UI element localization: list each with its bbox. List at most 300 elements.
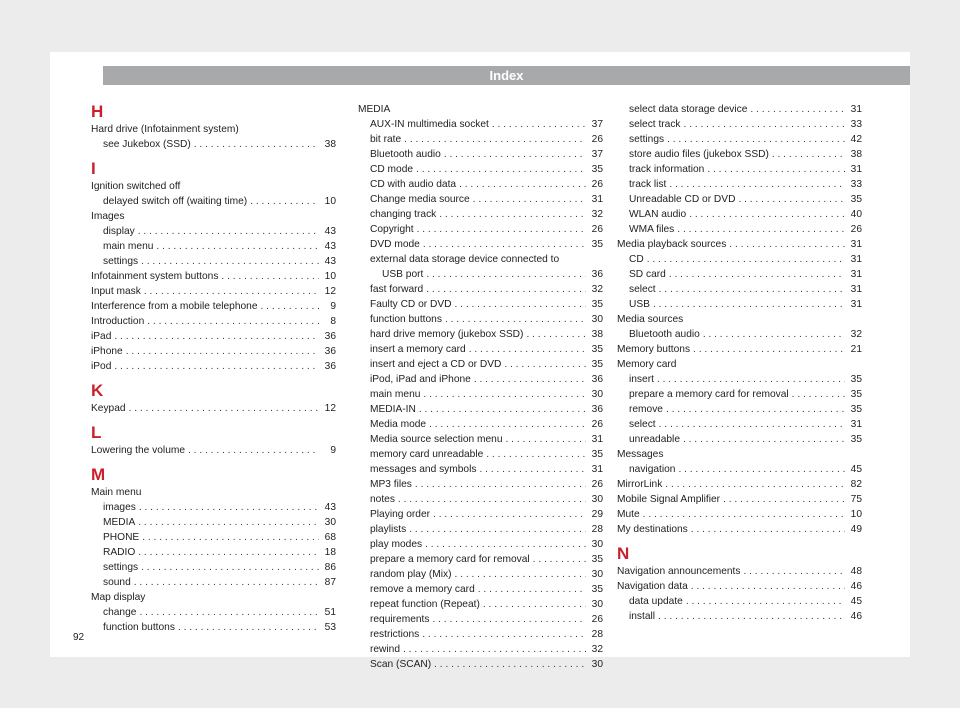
index-entry-page: 33 [850,119,862,130]
index-entry-page: 33 [850,179,862,190]
index-entry [358,117,603,132]
index-entry [358,627,603,642]
index-entry-page: 30 [591,494,603,505]
dot-leader [473,192,586,207]
dot-leader [504,357,586,372]
index-entry-label: function buttons [370,314,442,325]
index-entry-label: Bluetooth audio [629,329,700,340]
index-entry-label: images [103,502,136,513]
index-entry-label: change [103,607,137,618]
index-entry-page: 87 [324,577,336,588]
index-column-1 [91,102,336,635]
index-entry-label: restrictions [370,629,420,640]
index-entry-label: settings [103,256,139,267]
dot-leader [693,342,845,357]
index-entry-page: 36 [324,361,336,372]
dot-leader [653,297,845,312]
index-entry [358,342,603,357]
index-entry-page: 51 [324,607,336,618]
index-entry [91,359,336,374]
index-entry [617,402,862,417]
index-entry-label: Mobile Signal Amplifier [617,494,721,505]
index-entry-page: 35 [850,194,862,205]
index-entry-page: 68 [324,532,336,543]
dot-leader [419,402,586,417]
index-entry-page: 36 [324,346,336,357]
dot-leader [417,222,586,237]
index-entry-label: prepare a memory card for removal [370,554,530,565]
index-entry [358,147,603,162]
dot-leader [129,401,319,416]
dot-leader [147,314,319,329]
dot-leader [415,477,586,492]
index-entry-label: CD with audio data [370,179,457,190]
index-entry [358,402,603,417]
index-entry-page: 35 [591,584,603,595]
index-entry-page: 26 [591,179,603,190]
index-entry-label: insert [629,374,654,385]
index-entry-label: sound [103,577,131,588]
index-entry [358,387,603,402]
index-entry-page: 31 [591,434,603,445]
dot-leader [114,329,319,344]
index-entry-label: navigation [629,464,676,475]
index-entry-page: 9 [330,301,336,312]
dot-leader [478,582,586,597]
dot-leader [459,177,586,192]
index-entry-page: 53 [324,622,336,633]
dot-leader [221,269,319,284]
index-entry [358,462,603,477]
index-entry-page: 82 [850,479,862,490]
index-entry-label: iPod, iPad and iPhone [370,374,471,385]
index-entry-label: Media source selection menu [370,434,503,445]
index-entry-page: 31 [850,269,862,280]
index-entry [91,299,336,314]
dot-leader [426,267,586,282]
dot-leader [492,117,586,132]
index-entry [358,447,603,462]
dot-leader [144,284,319,299]
index-entry-label: RADIO [103,547,136,558]
dot-leader [398,492,586,507]
index-entry-label: Change media source [370,194,470,205]
index-entry [617,117,862,132]
index-entry-page: 35 [850,374,862,385]
dot-leader [486,447,586,462]
dot-leader [683,432,845,447]
index-entry-label: Unreadable CD or DVD [629,194,736,205]
index-entry [358,372,603,387]
dot-leader [691,522,845,537]
index-entry-page: 12 [324,286,336,297]
index-entry [358,207,603,222]
dot-leader [250,194,319,209]
index-entry [617,192,862,207]
index-heading: Map display [91,592,146,603]
dot-leader [455,297,586,312]
dot-leader [188,443,319,458]
index-entry [617,579,862,594]
section-letter: M [91,465,106,484]
index-entry-label: see Jukebox (SSD) [103,139,191,150]
dot-leader [686,594,845,609]
dot-leader [506,432,586,447]
dot-leader [156,239,319,254]
index-entry-page: 32 [850,329,862,340]
dot-leader [138,224,319,239]
index-entry [91,269,336,284]
dot-leader [141,254,319,269]
index-entry [91,443,336,458]
index-entry-label: Interference from a mobile telephone [91,301,258,312]
index-entry-label: AUX-IN multimedia socket [370,119,489,130]
dot-leader [439,207,586,222]
index-entry-page: 29 [591,509,603,520]
index-entry [91,194,336,209]
index-entry-page: 43 [324,502,336,513]
index-entry [91,515,336,530]
index-entry [91,137,336,152]
index-entry-page: 40 [850,209,862,220]
index-entry [91,344,336,359]
dot-leader [678,462,845,477]
section-letter: N [617,544,630,563]
index-entry-page: 32 [591,644,603,655]
index-entry [617,387,862,402]
index-heading: Main menu [91,487,142,498]
dot-leader [479,462,586,477]
index-entry-page: 48 [850,566,862,577]
dot-leader [647,252,845,267]
index-entry-page: 46 [850,611,862,622]
index-entry-page: 30 [591,599,603,610]
index-entry-page: 35 [850,389,862,400]
index-entry-page: 43 [324,226,336,237]
index-entry [358,132,603,147]
index-entry [91,500,336,515]
index-entry-label: DVD mode [370,239,420,250]
page-number: 92 [73,632,85,643]
index-entry [358,312,603,327]
index-entry [91,620,336,635]
index-entry-page: 32 [591,209,603,220]
index-entry [617,297,862,312]
index-entry-label: WLAN audio [629,209,687,220]
index-entry-label: repeat function (Repeat) [370,599,480,610]
dot-leader [114,359,319,374]
dot-leader [404,132,586,147]
index-entry-label: Lowering the volume [91,445,186,456]
dot-leader [423,387,586,402]
dot-leader [772,147,845,162]
index-entry-label: main menu [103,241,154,252]
dot-leader [261,299,320,314]
dot-leader [689,207,845,222]
index-entry-label: select [629,419,656,430]
section-letter: H [91,102,104,121]
index-entry [358,177,603,192]
index-entry [617,282,862,297]
index-entry-label: settings [629,134,665,145]
index-entry [91,239,336,254]
index-entry [91,545,336,560]
index-entry-label: My destinations [617,524,688,535]
dot-leader [677,222,845,237]
index-entry [91,605,336,620]
dot-leader [126,344,319,359]
index-entry-label: function buttons [103,622,175,633]
dot-leader [134,575,319,590]
index-entry [617,102,862,117]
index-entry-label: requirements [370,614,430,625]
index-entry-label: fast forward [370,284,424,295]
index-entry [358,642,603,657]
index-entry [358,522,603,537]
dot-leader [422,627,586,642]
dot-leader [138,545,319,560]
index-entry [91,224,336,239]
index-entry-label: display [103,226,135,237]
index-heading: Ignition switched off [91,181,181,192]
index-entry-page: 36 [324,331,336,342]
index-entry-label: select [629,284,656,295]
index-entry-page: 38 [324,139,336,150]
dot-leader [403,642,586,657]
index-entry-page: 8 [330,316,336,327]
index-entry-label: Scan (SCAN) [370,659,432,670]
index-entry-page: 30 [324,517,336,528]
dot-leader [483,597,586,612]
dot-leader [425,537,586,552]
index-entry [617,507,862,522]
index-entry-label: Bluetooth audio [370,149,441,160]
index-entry-page: 43 [324,241,336,252]
index-column-3 [617,102,862,624]
index-entry [617,237,862,252]
index-entry [617,594,862,609]
index-entry-page: 43 [324,256,336,267]
index-entry-label: notes [370,494,395,505]
index-entry-label: changing track [370,209,437,220]
index-entry-label: iPad [91,331,112,342]
index-entry [617,327,862,342]
index-entry [358,267,603,282]
index-entry [617,222,862,237]
dot-leader [416,162,586,177]
dot-leader [738,192,845,207]
dot-leader [703,327,845,342]
section-letter: K [91,381,104,400]
index-entry-page: 26 [591,479,603,490]
index-entry-label: play modes [370,539,423,550]
index-entry [617,207,862,222]
index-entry-page: 35 [591,239,603,250]
index-entry-label: store audio files (jukebox SSD) [629,149,769,160]
index-entry [358,222,603,237]
index-entry-label: bit rate [370,134,402,145]
dot-leader [666,402,845,417]
dot-leader [707,162,845,177]
index-heading: Memory card [617,359,677,370]
dot-leader [139,500,319,515]
index-entry-page: 35 [591,359,603,370]
dot-leader [659,417,845,432]
index-entry-label: iPod [91,361,112,372]
dot-leader [426,282,586,297]
index-entry [358,297,603,312]
dot-leader [669,267,845,282]
index-entry-page: 26 [591,134,603,145]
index-entry-label: insert and eject a CD or DVD [370,359,502,370]
index-entry [91,284,336,299]
index-entry-label: select data storage device [629,104,748,115]
index-heading: Images [91,211,125,222]
index-entry-label: SD card [629,269,666,280]
index-entry [358,192,603,207]
dot-leader [669,177,845,192]
index-entry-page: 28 [591,524,603,535]
index-entry-page: 75 [850,494,862,505]
dot-leader [138,515,319,530]
index-entry-page: 42 [850,134,862,145]
index-entry [617,432,862,447]
index-entry-page: 30 [591,539,603,550]
index-entry-label: Introduction [91,316,145,327]
index-entry-page: 30 [591,389,603,400]
dot-leader [743,564,845,579]
index-entry [617,267,862,282]
index-entry-page: 45 [850,596,862,607]
dot-leader [445,312,586,327]
index-entry-page: 30 [591,659,603,670]
index-entry [358,282,603,297]
index-entry-label: CD mode [370,164,414,175]
index-entry-page: 31 [850,239,862,250]
dot-leader [691,579,845,594]
index-entry-label: rewind [370,644,401,655]
index-entry-page: 26 [591,419,603,430]
index-entry-label: install [629,611,656,622]
index-entry-label: MirrorLink [617,479,663,490]
dot-leader [643,507,845,522]
index-entry-label: remove [629,404,663,415]
dot-leader [469,342,586,357]
dot-leader [792,387,845,402]
index-entry-label: unreadable [629,434,680,445]
index-entry [91,575,336,590]
index-entry-page: 26 [850,224,862,235]
index-entry-label: Media playback sources [617,239,727,250]
index-heading: Messages [617,449,664,460]
index-entry-label: Infotainment system buttons [91,271,219,282]
index-entry-page: 18 [324,547,336,558]
index-entry-page: 21 [850,344,862,355]
index-entry-label: delayed switch off (waiting time) [103,196,248,207]
dot-leader [750,102,845,117]
index-entry-label: Faulty CD or DVD [370,299,452,310]
dot-leader [432,612,586,627]
dot-leader [723,492,845,507]
index-entry-page: 38 [591,329,603,340]
index-entry-label: track information [629,164,705,175]
dot-leader [409,522,586,537]
index-entry [617,252,862,267]
index-entry [617,177,862,192]
index-entry-label: Keypad [91,403,126,414]
index-entry-page: 9 [330,445,336,456]
index-entry-label: memory card unreadable [370,449,484,460]
index-entry-page: 38 [850,149,862,160]
index-entry-page: 49 [850,524,862,535]
index-entry-label: select track [629,119,681,130]
index-entry-label: Media mode [370,419,427,430]
index-entry [358,597,603,612]
dot-leader [533,552,586,567]
index-entry-label: remove a memory card [370,584,475,595]
dot-leader [444,147,586,162]
index-entry-label: Navigation data [617,581,688,592]
index-entry-page: 46 [850,581,862,592]
dot-leader [178,620,319,635]
index-entry [617,162,862,177]
index-entry-page: 31 [591,194,603,205]
dot-leader [684,117,845,132]
index-entry-page: 30 [591,314,603,325]
index-entry-page: 26 [591,224,603,235]
index-entry [617,477,862,492]
index-entry-page: 35 [850,434,862,445]
index-entry [358,357,603,372]
index-entry-label: iPhone [91,346,123,357]
index-entry-label: track list [629,179,667,190]
index-entry-page: 36 [591,404,603,415]
index-entry-page: 31 [850,164,862,175]
index-entry-page: 35 [591,344,603,355]
index-entry [91,560,336,575]
index-entry-label: Memory buttons [617,344,691,355]
index-entry-label: Navigation announcements [617,566,741,577]
index-entry [358,162,603,177]
index-entry [617,564,862,579]
dot-leader [665,477,845,492]
index-entry [358,237,603,252]
index-entry-page: 31 [850,299,862,310]
dot-leader [433,507,586,522]
index-entry [91,314,336,329]
index-entry-page: 10 [324,196,336,207]
index-entry-page: 35 [591,299,603,310]
index-entry [358,657,603,672]
index-heading: MEDIA [358,104,391,115]
index-entry-label: USB [629,299,650,310]
index-entry-page: 10 [850,509,862,520]
dot-leader [141,560,319,575]
index-entry [617,609,862,624]
dot-leader [194,137,319,152]
index-entry-label: MEDIA [103,517,136,528]
index-entry-label: USB port [382,269,424,280]
index-entry [358,612,603,627]
index-entry [91,254,336,269]
dot-leader [455,567,586,582]
index-entry-page: 10 [324,271,336,282]
index-entry [358,537,603,552]
index-column-2 [358,102,603,672]
index-entry [358,552,603,567]
index-heading: Hard drive (Infotainment system) [91,124,239,135]
index-entry-label: data update [629,596,683,607]
